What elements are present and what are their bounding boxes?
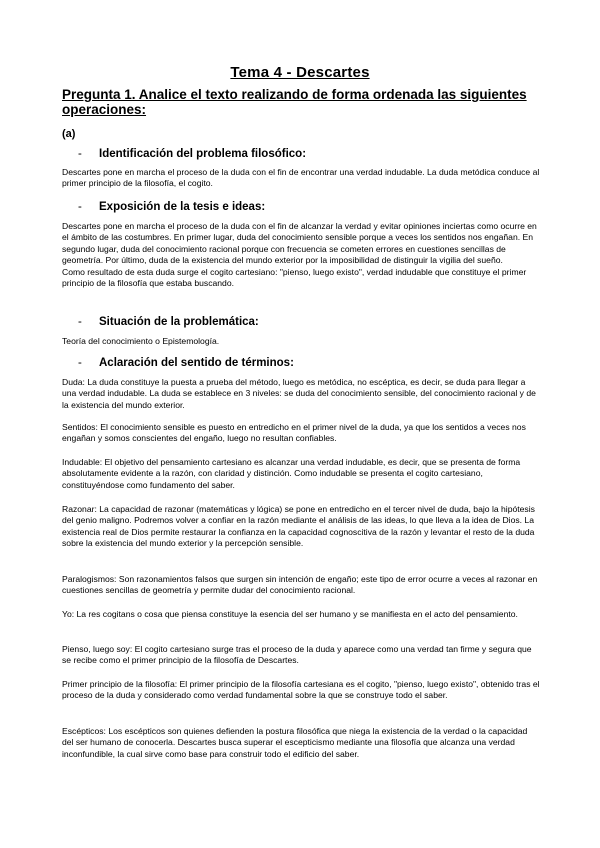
- term-escepticos: [62, 726, 540, 760]
- term-primer-principio: [62, 679, 540, 702]
- part-label: (a): [62, 128, 76, 140]
- section-text-identificacion: [62, 167, 540, 190]
- term-paragraph: Duda: La duda constituye la puesta a prueba del método, luego es metódica, no escéptica, es decir, se duda para llegar a una verdad indudable. La duda se establece en 3 niveles: se duda del conocimiento sensible, del conocimiento racional y de la existencia del mundo exterior.: [62, 377, 536, 410]
- section-heading-situacion: [78, 316, 259, 328]
- term-duda: [62, 377, 540, 411]
- bullet-dash: -: [78, 316, 82, 328]
- question-heading: Pregunta 1. Analice el texto realizando de forma ordenada las siguientes operaciones:: [62, 87, 527, 117]
- term-paragraph: Escépticos: Los escépticos son quienes defienden la postura filosófica que niega la existencia de la verdad o la capacidad del ser humano de conocerla. Descartes busca superar el escepticismo mediante una filosofía que alcanza una verdad inconfundible, la cual sirve como base para construir todo el edificio del saber.: [62, 726, 528, 759]
- term-paragraph: Razonar: La capacidad de razonar (matemáticas y lógica) se pone en entredicho en el tercer nivel de duda, bajo la hipótesis del genio maligno. Podremos volver a confiar en la razón mediante el análisis de las ideas, lo que lleva a la idea de Dios. La existencia real de Dios permite restaurar la confianza en la capacidad cognoscitiva de la razón y levantar el resto de la duda sobre la existencia del mundo exterior y la percepción sensible.: [62, 504, 535, 549]
- term-yo: [62, 609, 540, 620]
- section-text-exposicion: [62, 221, 540, 289]
- term-indudable: [62, 457, 540, 491]
- term-paragraph: Indudable: El objetivo del pensamiento cartesiano es alcanzar una verdad indudable, es decir, que se presenta de forma absolutamente evidente a la razón, con claridad y distinción. Como indudable se presenta el cogito cartesiano, constituyéndose como fundamento del saber.: [62, 457, 521, 490]
- section-heading-text: Identificación del problema filosófico:: [99, 148, 307, 160]
- term-sentidos: [62, 422, 540, 445]
- section-heading-text: Aclaración del sentido de términos:: [99, 357, 294, 369]
- term-paralogismos: [62, 574, 540, 597]
- paragraph: Teoría del conocimiento o Epistemología.: [62, 336, 220, 346]
- section-heading-exposicion: [78, 201, 265, 213]
- bullet-dash: -: [78, 201, 82, 213]
- paragraph: Como resultado de esta duda surge el cogito cartesiano: "pienso, luego existo", verdad indudable que constituye el primer principio de la filosofía que estaba buscando.: [62, 266, 527, 289]
- bullet-dash: -: [78, 148, 82, 160]
- term-razonar: [62, 504, 540, 550]
- term-paragraph: Pienso, luego soy: El cogito cartesiano surge tras el proceso de la duda y aparece como una verdad tan firme y segura que se recibe como el primer principio de la filosofía de Descartes.: [62, 644, 532, 666]
- section-heading-text: Exposición de la tesis e ideas:: [99, 201, 266, 213]
- term-paragraph: Yo: La res cogitans o cosa que piensa constituye la esencia del ser humano y se manifiesta en el acto del pensamiento.: [62, 609, 518, 619]
- bullet-dash: -: [78, 357, 82, 369]
- section-text-situacion: [62, 336, 540, 347]
- term-pienso-luego-soy: [62, 644, 540, 667]
- paragraph: Descartes pone en marcha el proceso de la duda con el fin de alcanzar la verdad y evitar opiniones inciertas como ocurre en el ámbito de las costumbres. En primer lugar, duda del conocimiento sensible porque a veces los sentidos nos engañan. En segundo lugar, duda del conocimiento racional porque con frecuencia se cometen errores en cuestiones sencillas de geometría. Por último, duda de la existencia del mundo exterior por la imposibilidad de distinguir la vigilia del sueño.: [62, 221, 537, 266]
- page-title: Tema 4 - Descartes: [230, 64, 370, 81]
- section-heading-aclaracion: [78, 357, 294, 369]
- term-paragraph: Primer principio de la filosofía: El primer principio de la filosofía cartesiana es el cogito, "pienso, luego existo", obtenido tras el proceso de la duda y considerado como verdad fundamental sobre la que se construye todo el saber.: [62, 679, 540, 701]
- section-heading-identificacion: [78, 148, 306, 160]
- paragraph: Descartes pone en marcha el proceso de la duda con el fin de encontrar una verdad indudable. La duda metódica conduce al primer principio de la filosofía, el cogito.: [62, 167, 540, 189]
- section-heading-text: Situación de la problemática:: [99, 316, 259, 328]
- term-paragraph: Sentidos: El conocimiento sensible es puesto en entredicho en el primer nivel de la duda, ya que los sentidos a veces nos engañan y somos conscientes del engaño, luego no resultan confiables.: [62, 422, 526, 444]
- term-paragraph: Paralogismos: Son razonamientos falsos que surgen sin intención de engaño; este tipo de error ocurre a veces al razonar en cuestiones sencillas de geometría y permite dudar del conocimiento racional.: [62, 574, 538, 596]
